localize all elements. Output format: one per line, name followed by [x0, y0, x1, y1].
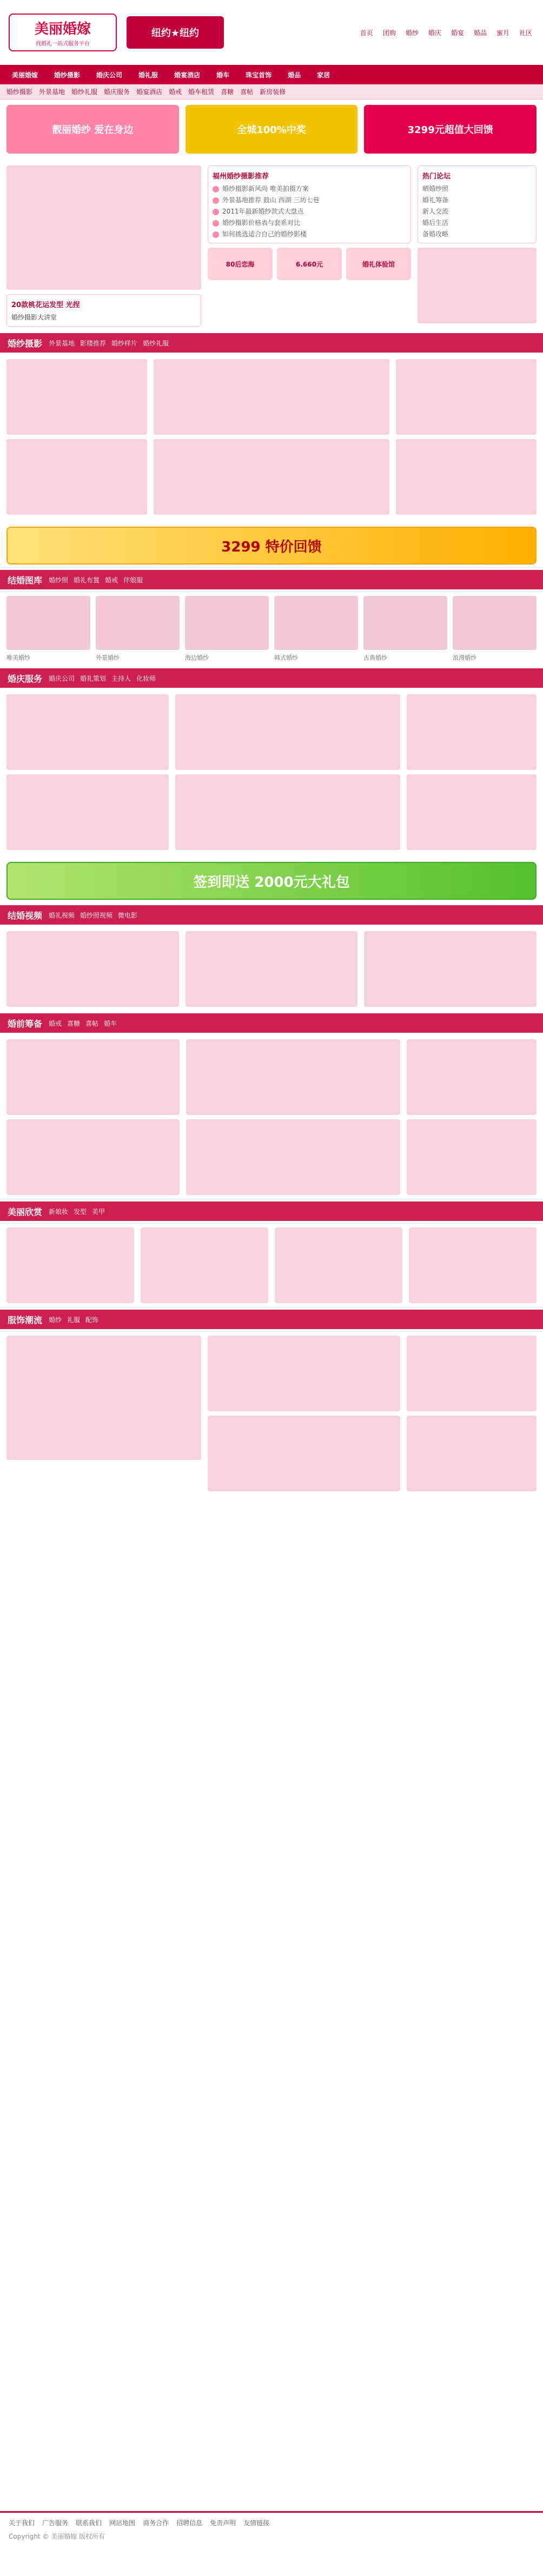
gallery-image-5[interactable]: [453, 596, 537, 650]
fashion-thumb-4[interactable]: [407, 1416, 537, 1491]
fashion-tabs: [49, 1315, 98, 1324]
wedding-service-title: 婚庆服务: [8, 673, 43, 684]
fashion-hero[interactable]: [6, 1336, 201, 1460]
video-thumb-1[interactable]: [6, 931, 179, 1007]
footer-links: [9, 2518, 534, 2527]
video-tabs: [49, 911, 137, 920]
beauty-thumb-3[interactable]: [275, 1227, 402, 1303]
service-thumb-4[interactable]: [175, 774, 400, 850]
forum-item-4[interactable]: 备婚攻略: [422, 230, 449, 238]
forum-item-1[interactable]: 婚礼筹备: [422, 196, 449, 204]
prep-tab-3[interactable]: 婚车: [104, 1019, 117, 1027]
banner-1[interactable]: 靓丽婚纱 爱在身边: [6, 105, 179, 154]
topnav-item-7[interactable]: 社区: [519, 29, 532, 37]
bullet-icon: [213, 209, 219, 215]
dress-thumb-2[interactable]: [396, 439, 537, 515]
sub-nav: [0, 84, 543, 99]
nav-item-6[interactable]: 珠宝首饰: [246, 71, 272, 79]
topnav-item-6[interactable]: 蜜月: [496, 29, 509, 37]
footer-link-0[interactable]: 关于我们: [9, 2519, 35, 2527]
promo-strip-green[interactable]: 签到即送 2000元大礼包: [6, 862, 537, 900]
prep-tab-2[interactable]: 喜帖: [85, 1019, 99, 1027]
nav-item-4[interactable]: 婚宴酒店: [174, 71, 201, 79]
forum-list: [422, 184, 532, 238]
fashion-right: [407, 1336, 537, 1491]
wedding-photo-tab-0[interactable]: 外景基地: [49, 339, 75, 347]
fashion-tab-0[interactable]: 婚纱: [49, 1316, 62, 1324]
video-thumb-3[interactable]: [364, 931, 537, 1007]
hero-left: [6, 165, 201, 327]
news-item-0-text: 婚纱摄影新风尚 唯美拍摄方案: [222, 185, 309, 192]
topnav-item-3[interactable]: 婚庆: [428, 29, 441, 37]
hero-subtitle: 婚纱摄影大讲堂: [11, 314, 57, 321]
wedding-photo-tab-3[interactable]: 婚纱礼服: [143, 339, 169, 347]
footer-link-7[interactable]: 友情链接: [243, 2519, 270, 2527]
sample-thumb-1[interactable]: [154, 359, 389, 435]
prep-thumb-4[interactable]: [186, 1119, 400, 1195]
fashion-tab-2[interactable]: 配饰: [85, 1316, 99, 1324]
wedding-photo-title: 婚纱摄影: [8, 338, 43, 349]
nav-item-2[interactable]: 婚庆公司: [96, 71, 123, 79]
prep-thumb-5[interactable]: [407, 1039, 537, 1115]
gallery-image-3[interactable]: [274, 596, 358, 650]
video-tab-2[interactable]: 微电影: [118, 911, 138, 919]
section-wedding-photo-header: [0, 333, 543, 353]
video-tab-1[interactable]: 婚纱照视频: [80, 911, 113, 919]
news-item-3[interactable]: [213, 218, 406, 227]
section-wedding-service-header: [0, 668, 543, 688]
topnav-item-1[interactable]: 团购: [382, 29, 396, 37]
news-item-1[interactable]: [213, 195, 406, 204]
fashion-row: [6, 1336, 537, 1491]
section-beauty-header: [0, 1201, 543, 1221]
beauty-thumb-2[interactable]: [141, 1227, 268, 1303]
news-title: 福州婚纱摄影推荐: [213, 172, 269, 181]
forum-card: [418, 165, 537, 243]
bullet-icon: [213, 220, 219, 227]
news-card: [208, 165, 411, 243]
prep-title: 婚前筹备: [8, 1018, 43, 1029]
beauty-body: [0, 1221, 543, 1310]
gallery-image-0[interactable]: [6, 596, 90, 650]
beauty-thumb-4[interactable]: [409, 1227, 537, 1303]
gallery-tab-1[interactable]: 婚礼布置: [74, 576, 100, 584]
promo-badge-3[interactable]: 婚礼体验馆: [346, 248, 411, 280]
wedding-photo-mid: [154, 359, 389, 515]
forum-item-0[interactable]: 晒婚纱照: [422, 185, 449, 192]
news-list: [213, 184, 406, 238]
promo-badge-2[interactable]: 6.660元: [277, 248, 342, 280]
wedding-photo-tabs: [49, 338, 169, 348]
subnav-item-4[interactable]: 婚宴酒店: [136, 88, 163, 96]
video-row: [6, 931, 537, 1007]
news-item-3-text: 婚纱摄影价格表与套系对比: [222, 219, 301, 227]
footer-link-3[interactable]: 网站地图: [109, 2519, 136, 2527]
prep-body: [0, 1033, 543, 1201]
subnav-item-7[interactable]: 喜糖: [221, 88, 234, 96]
prep-thumb-2[interactable]: [6, 1119, 180, 1195]
prep-tabs: [49, 1019, 117, 1028]
wedding-service-tab-1[interactable]: 婚礼策划: [80, 674, 107, 682]
nav-item-1[interactable]: 婚纱摄影: [54, 71, 81, 79]
footer-link-1[interactable]: 广告服务: [42, 2519, 69, 2527]
gallery-body: [0, 589, 543, 668]
nav-item-0[interactable]: 美丽婚嫁: [12, 71, 38, 79]
hero-right: [418, 165, 537, 327]
hero-news: [208, 165, 411, 327]
bullet-icon: [213, 231, 219, 238]
subnav-item-1[interactable]: 外景基地: [39, 88, 65, 96]
promo-badges: [208, 248, 411, 280]
news-item-4[interactable]: [213, 229, 406, 238]
subnav-item-2[interactable]: 婚纱礼服: [71, 88, 98, 96]
fashion-thumb-2[interactable]: [208, 1416, 400, 1491]
news-item-1-text: 外景基地推荐 鼓山 西湖 三坊七巷: [222, 196, 320, 204]
prep-right: [407, 1039, 537, 1195]
fashion-title: 服饰潮流: [8, 1314, 43, 1325]
fashion-tab-1[interactable]: 礼服: [67, 1316, 81, 1324]
subnav-item-6[interactable]: 婚车租赁: [188, 88, 215, 96]
service-right: [407, 694, 537, 850]
hero-image[interactable]: [6, 165, 201, 290]
nav-item-8[interactable]: 家居: [317, 71, 330, 79]
prep-left: [6, 1039, 180, 1195]
gallery-tabs: [49, 575, 143, 585]
footer-link-6[interactable]: 免责声明: [210, 2519, 236, 2527]
nav-item-5[interactable]: 婚车: [216, 71, 230, 79]
service-thumb-1[interactable]: [6, 694, 169, 770]
subnav-item-5[interactable]: 婚戒: [169, 88, 182, 96]
service-thumb-6[interactable]: [407, 774, 537, 850]
gallery-image-1[interactable]: [96, 596, 180, 650]
news-item-0[interactable]: [213, 184, 406, 193]
bullet-icon: [213, 186, 219, 192]
promo-badge-1[interactable]: 80后恋海: [208, 248, 273, 280]
service-mid: [175, 694, 400, 850]
video-thumb-2[interactable]: [186, 931, 358, 1007]
logo-tagline: 找婚礼一站式服务平台: [36, 41, 90, 47]
header-badge[interactable]: 纽约★纽约: [127, 16, 224, 49]
section-fashion-header: [0, 1310, 543, 1329]
wedding-photo-row: [6, 359, 537, 515]
video-tab-0[interactable]: 婚礼视频: [49, 911, 75, 919]
gallery-image-4[interactable]: [363, 596, 447, 650]
fashion-thumb-1[interactable]: [208, 1336, 400, 1411]
wedding-photo-tab-1[interactable]: 影楼推荐: [80, 339, 107, 347]
prep-tab-0[interactable]: 婚戒: [49, 1019, 62, 1027]
header: [0, 0, 543, 65]
wedding-service-row: [6, 694, 537, 850]
prep-thumb-3[interactable]: [186, 1039, 400, 1115]
fashion-left: [6, 1336, 201, 1491]
section-prep-header: [0, 1013, 543, 1033]
wedding-photo-left: [6, 359, 147, 515]
video-title: 结婚视频: [8, 910, 43, 921]
gallery-title: 结婚图库: [8, 575, 43, 586]
top-banner-row: [0, 99, 543, 159]
site-logo[interactable]: [9, 14, 117, 51]
hero-row: [6, 165, 537, 327]
gallery-caption-0: 唯美婚纱: [6, 654, 30, 661]
gallery-tab-0[interactable]: 婚纱照: [49, 576, 69, 584]
fashion-mid: [208, 1336, 400, 1491]
wedding-service-tab-0[interactable]: 婚庆公司: [49, 674, 75, 682]
beauty-tab-0[interactable]: 新娘妆: [49, 1207, 69, 1216]
topnav-item-0[interactable]: 首页: [360, 29, 373, 37]
hero-section: [0, 159, 543, 333]
topnav-item-5[interactable]: 婚品: [473, 29, 487, 37]
subnav-item-3[interactable]: 婚庆服务: [104, 88, 130, 96]
forum-item-2[interactable]: 新人交流: [422, 208, 449, 215]
gallery-tab-3[interactable]: 伴娘服: [123, 576, 143, 584]
wedding-service-tabs: [49, 674, 156, 683]
footer-copyright: Copyright © 美丽婚嫁 版权所有: [9, 2533, 105, 2540]
fashion-body: [0, 1329, 543, 1498]
beauty-tabs: [49, 1207, 105, 1216]
hero-title[interactable]: 20款桃花运发型 光捏: [11, 301, 80, 309]
gallery-tab-2[interactable]: 婚戒: [105, 576, 118, 584]
gallery-caption-2: 海边婚纱: [185, 654, 209, 661]
topnav-item-2[interactable]: 婚纱: [405, 29, 419, 37]
gallery-grid: [6, 596, 537, 650]
wedding-service-tab-3[interactable]: 化妆师: [136, 674, 156, 682]
wedding-service-tab-2[interactable]: 主持人: [111, 674, 131, 682]
beauty-row: [6, 1227, 537, 1303]
prep-thumb-1[interactable]: [6, 1039, 180, 1115]
footer: [0, 2511, 543, 2576]
studio-thumb-2[interactable]: [6, 439, 147, 515]
banner-2[interactable]: 全城100%中奖: [186, 105, 358, 154]
subnav-item-8[interactable]: 喜帖: [240, 88, 254, 96]
forum-item-3[interactable]: 婚后生活: [422, 219, 449, 227]
gallery-caption-4: 古典婚纱: [363, 654, 387, 661]
promo-strip-yellow[interactable]: 3299 特价回馈: [6, 527, 537, 565]
beauty-tab-1[interactable]: 发型: [74, 1207, 87, 1216]
forum-title: 热门论坛: [422, 172, 451, 181]
footer-link-2[interactable]: 联系我们: [76, 2519, 102, 2527]
wedding-photo-tab-2[interactable]: 婚纱样片: [111, 339, 138, 347]
bullet-icon: [213, 197, 219, 204]
gallery-caption-1: 外景婚纱: [96, 654, 120, 661]
prep-thumb-6[interactable]: [407, 1119, 537, 1195]
footer-link-4[interactable]: 商务合作: [143, 2519, 169, 2527]
main-nav: [0, 65, 543, 84]
subnav-item-9[interactable]: 新房装修: [260, 88, 286, 96]
wedding-service-body: [0, 688, 543, 857]
service-left: [6, 694, 169, 850]
service-thumb-2[interactable]: [6, 774, 169, 850]
prep-mid: [186, 1039, 400, 1195]
subnav-item-0[interactable]: 婚纱摄影: [6, 88, 33, 96]
logo-text: 美丽婚嫁: [34, 21, 91, 37]
wedding-photo-body: [0, 353, 543, 521]
studio-thumb-1[interactable]: [6, 359, 147, 435]
news-item-2[interactable]: [213, 207, 406, 216]
prep-tab-1[interactable]: 喜糖: [67, 1019, 81, 1027]
section-video-header: [0, 905, 543, 925]
beauty-title: 美丽欣赏: [8, 1206, 43, 1217]
video-body: [0, 925, 543, 1013]
sample-thumb-2[interactable]: [154, 439, 389, 515]
forum-promo-image[interactable]: [418, 248, 537, 323]
service-thumb-5[interactable]: [407, 694, 537, 770]
nav-item-3[interactable]: 婚礼服: [138, 71, 158, 79]
service-thumb-3[interactable]: [175, 694, 400, 770]
beauty-tab-2[interactable]: 美甲: [92, 1207, 105, 1216]
news-item-2-text: 2011年最新婚纱款式大盘点: [222, 208, 304, 215]
gallery-image-2[interactable]: [185, 596, 269, 650]
nav-item-7[interactable]: 婚品: [288, 71, 301, 79]
gallery-caption-5: 浪漫婚纱: [453, 654, 476, 661]
beauty-thumb-1[interactable]: [6, 1227, 134, 1303]
banner-3[interactable]: 3299元超值大回馈: [364, 105, 537, 154]
footer-link-5[interactable]: 招聘信息: [176, 2519, 203, 2527]
fashion-thumb-3[interactable]: [407, 1336, 537, 1411]
section-gallery-header: [0, 570, 543, 589]
news-item-4-text: 如何挑选适合自己的婚纱影楼: [222, 230, 307, 238]
wedding-photo-right: [396, 359, 537, 515]
topnav-item-4[interactable]: 婚宴: [451, 29, 464, 37]
prep-row: [6, 1039, 537, 1195]
gallery-caption-3: 韩式婚纱: [274, 654, 298, 661]
dress-thumb-1[interactable]: [396, 359, 537, 435]
gallery-captions: [6, 653, 537, 662]
hero-caption: [6, 294, 201, 327]
top-nav: [358, 27, 534, 38]
